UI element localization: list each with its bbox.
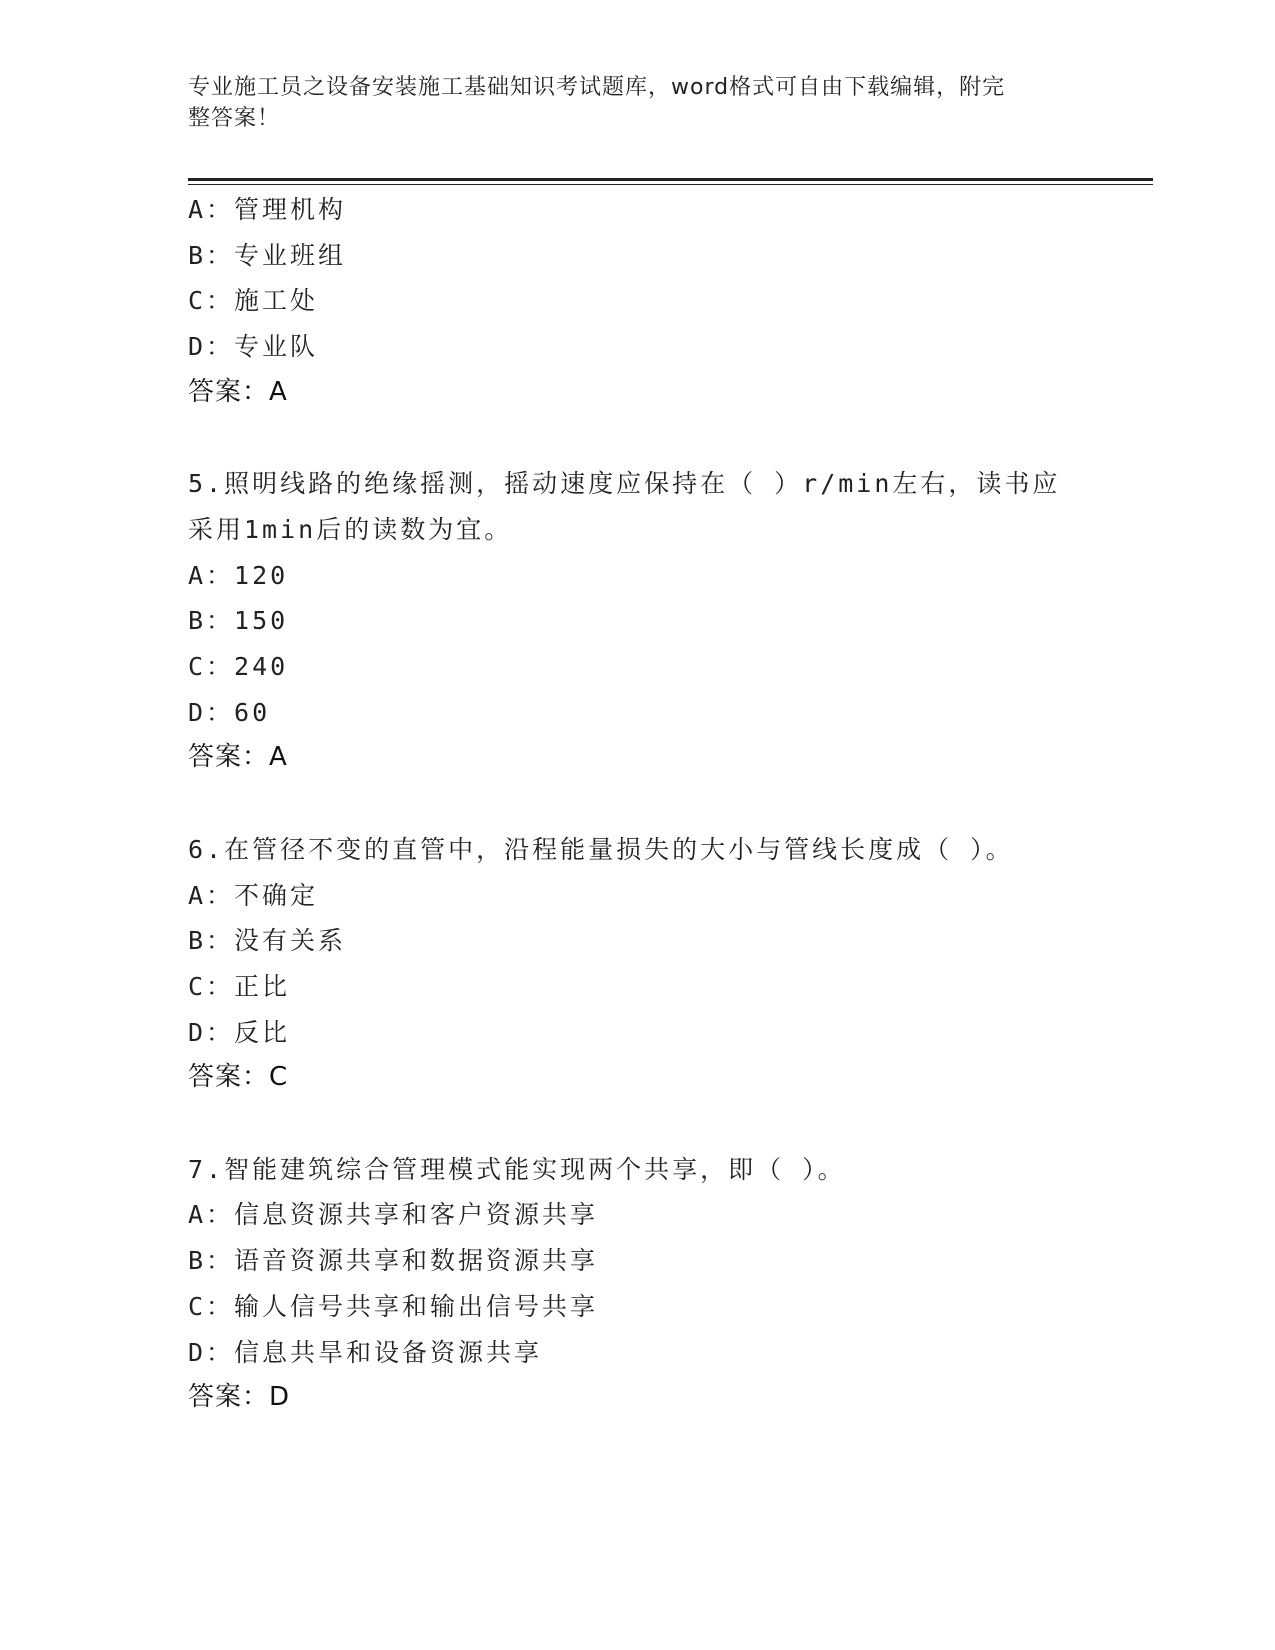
question-block-6 [188, 827, 1153, 1101]
header-line-2: 整答案！ [188, 106, 281, 131]
option-b: B：专业班组 [188, 240, 347, 270]
answer-line: 答案：D [188, 1382, 291, 1413]
question-gap [188, 1101, 1153, 1147]
option-d: D：信息共旱和设备资源共享 [188, 1337, 543, 1367]
option-d: D：60 [188, 697, 271, 727]
option-a: A：不确定 [188, 880, 319, 910]
option-c: C：240 [188, 652, 289, 682]
document-header [188, 72, 1068, 134]
option-c: C：输人信号共享和输出信号共享 [188, 1291, 599, 1321]
option-b: B：150 [188, 606, 289, 636]
answer-line: 答案：A [188, 742, 288, 773]
question-stem-line: 采用1min后的读数为宜。 [188, 514, 513, 544]
option-c: C：正比 [188, 971, 291, 1001]
option-d: D：专业队 [188, 332, 319, 362]
option-a: A：管理机构 [188, 195, 347, 224]
question-block-4 [188, 187, 1153, 416]
answer-line: 答案：A [188, 376, 288, 407]
question-block-7 [188, 1147, 1153, 1421]
option-d: D：反比 [188, 1017, 291, 1047]
header-line-1: 专业施工员之设备安装施工基础知识考试题库，word格式可自由下载编辑，附完 [188, 75, 1006, 100]
question-gap [188, 781, 1153, 827]
question-stem-line: 5.照明线路的绝缘摇测，摇动速度应保持在（ ）r/min左右，读书应 [188, 469, 1061, 499]
header-divider-thin [188, 184, 1153, 185]
question-list [188, 187, 1153, 1421]
option-b: B：语音资源共享和数据资源共享 [188, 1246, 599, 1276]
answer-line: 答案：C [188, 1062, 289, 1093]
option-a: A：信息资源共享和客户资源共享 [188, 1200, 599, 1230]
header-divider-thick [188, 178, 1153, 181]
question-stem-line: 6.在管径不变的直管中，沿程能量损失的大小与管线长度成（ ）。 [188, 834, 1014, 864]
question-gap [188, 416, 1153, 462]
question-block-5 [188, 461, 1153, 781]
option-a: A：120 [188, 560, 289, 590]
option-b: B：没有关系 [188, 926, 347, 956]
option-c: C：施工处 [188, 286, 319, 316]
question-stem-line: 7.智能建筑综合管理模式能实现两个共享，即（ ）。 [188, 1154, 846, 1184]
